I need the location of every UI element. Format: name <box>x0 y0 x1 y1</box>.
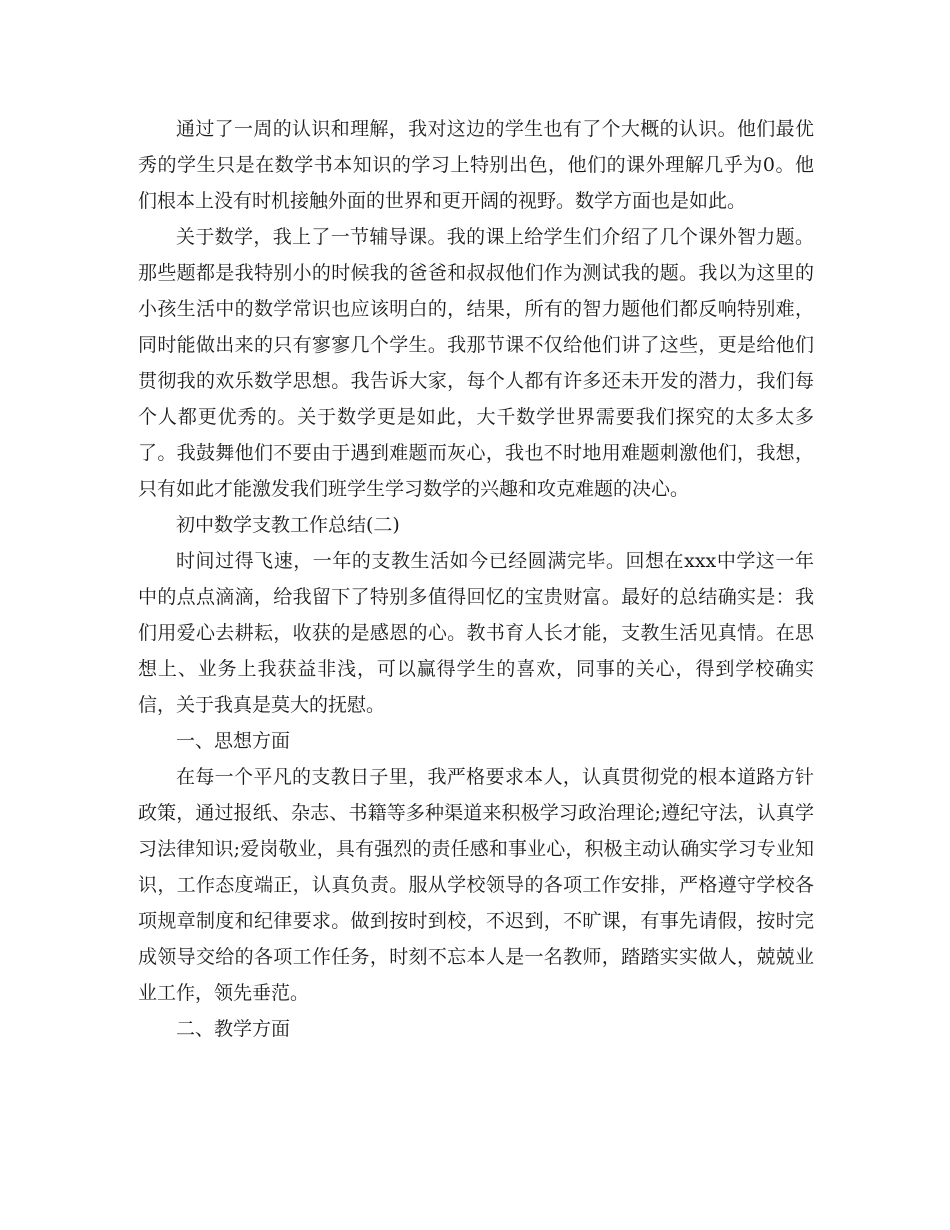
paragraph-3: 时间过得飞速，一年的支教生活如今已经圆满完毕。回想在xxx中学这一年中的点点滴滴，给我留下了特别多值得回忆的宝贵财富。最好的总结确实是：我们用爱心去耕耘，收获的是感恩的心。教书育人长才能，支教生活见真情。在思想上、业务上我获益非浅，可以赢得学生的喜欢，同事的关心，得到学校确实信，关于我真是莫大的抚慰。 <box>138 550 814 716</box>
paragraph-2: 关于数学，我上了一节辅导课。我的课上给学生们介绍了几个课外智力题。那些题都是我特别小的时候我的爸爸和叔叔他们作为测试我的题。我以为这里的小孩生活中的数学常识也应该明白的，结果，所有的智力题他们都反响特别难，同时能做出来的只有寥寥几个学生。我那节课不仅给他们讲了这些，更是给他们贯彻我的欢乐数学思想。我告诉大家，每个人都有许多还未开发的潜力，我们每个人都更优秀的。关于数学更是如此，大千数学世界需要我们探究的太多太多了。我鼓舞他们不要由于遇到难题而灰心，我也不时地用难题刺激他们，我想，只有如此才能激发我们班学生学习数学的兴趣和攻克难题的决心。 <box>138 226 814 500</box>
paragraph-4: 在每一个平凡的支教日子里，我严格要求本人，认真贯彻党的根本道路方针政策，通过报纸、杂志、书籍等多种渠道来积极学习政治理论;遵纪守法，认真学习法律知识;爱岗敬业，具有强烈的责任感和事业心，积极主动认确实学习专业知识，工作态度端正，认真负责。服从学校领导的各项工作安排，严格遵守学校各项规章制度和纪律要求。做到按时到校，不迟到，不旷课，有事先请假，按时完成领导交给的各项工作任务，时刻不忘本人是一名教师，踏踏实实做人，兢兢业业工作，领先垂范。 <box>138 766 814 1004</box>
heading-ideology: 一、思想方面 <box>176 730 291 752</box>
paragraph-1: 通过了一周的认识和理解，我对这边的学生也有了个大概的认识。他们最优秀的学生只是在数学书本知识的学习上特别出色，他们的课外理解几乎为0。他们根本上没有时机接触外面的世界和更开阔的视野。数学方面也是如此。 <box>138 118 814 212</box>
section-title-2: 初中数学支教工作总结(二) <box>176 514 400 536</box>
document-page <box>138 111 814 1047</box>
heading-teaching: 二、教学方面 <box>176 1018 291 1040</box>
